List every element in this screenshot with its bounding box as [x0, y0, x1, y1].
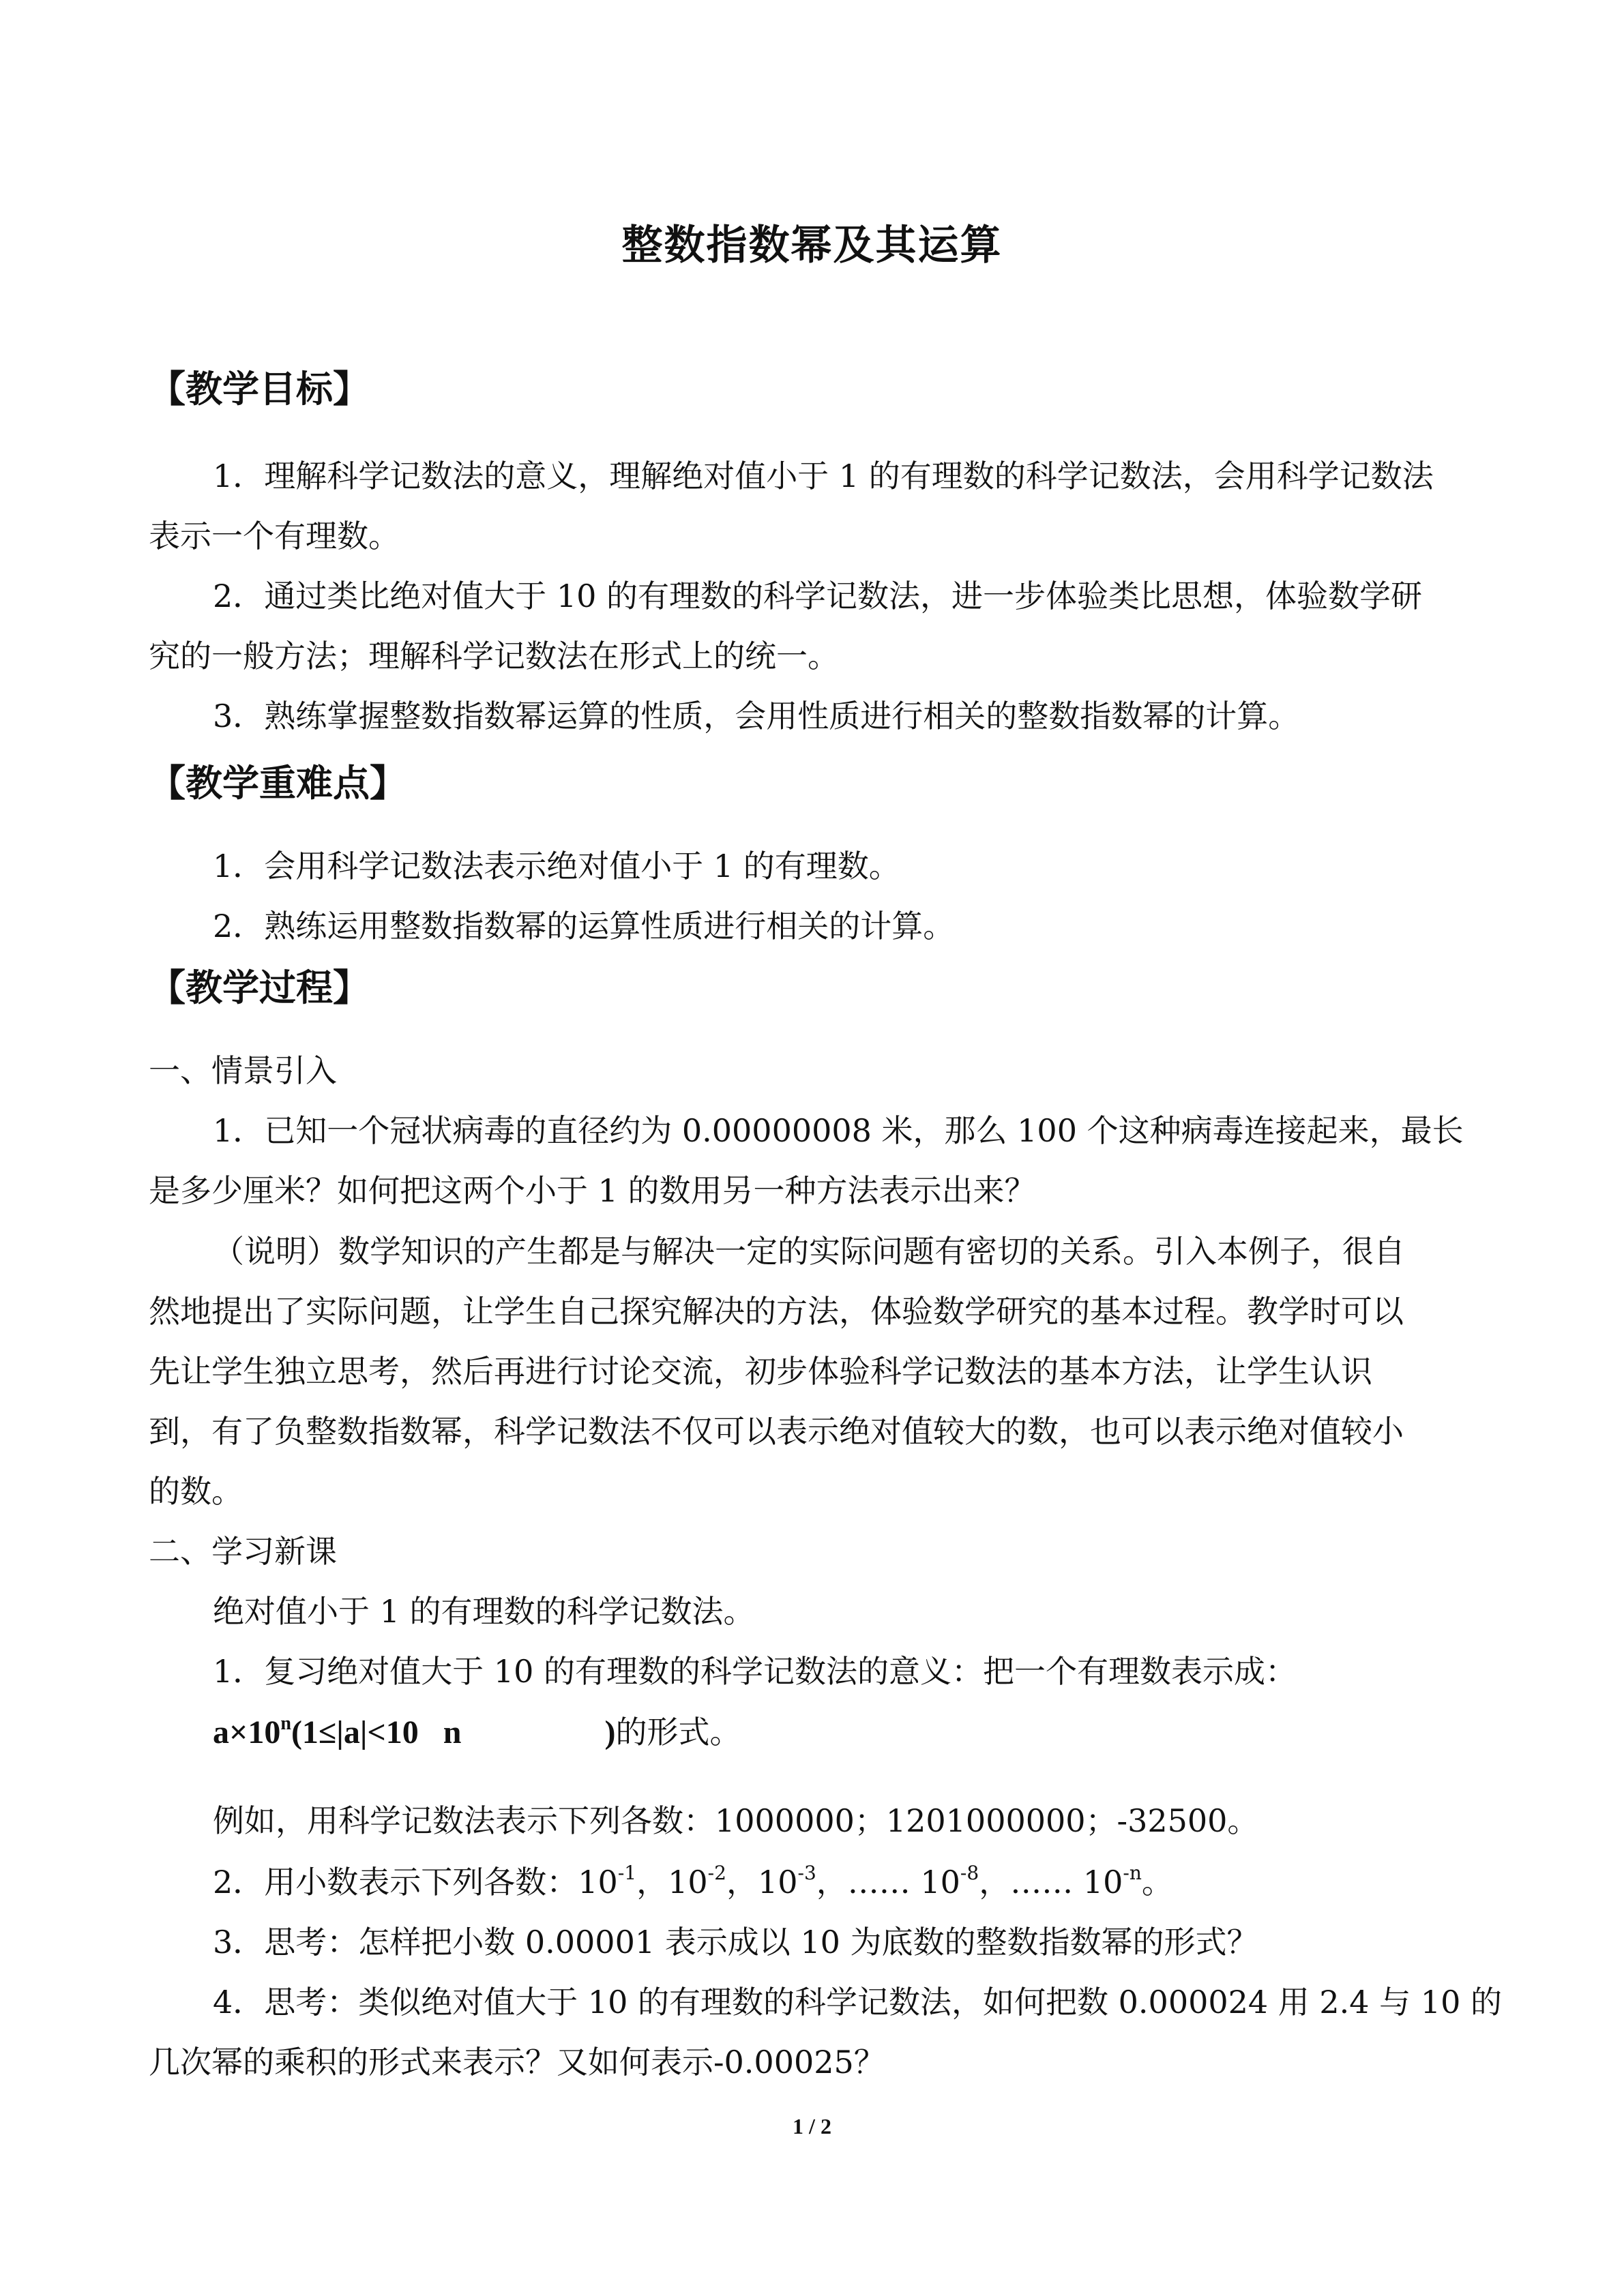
goal-3: 3．熟练掌握整数指数幂运算的性质，会用性质进行相关的整数指数幂的计算。 — [213, 698, 1300, 734]
problem-1-line-2: 是多少厘米？如何把这两个小于 1 的数用另一种方法表示出来？ — [149, 1172, 1036, 1209]
goal-2-line-2: 究的一般方法；理解科学记数法在形式上的统一。 — [149, 638, 839, 674]
item-2-prefix: 2．用小数表示下列各数： — [213, 1864, 578, 1900]
problem-1-line-1: 1．已知一个冠状病毒的直径约为 0.00000008 米，那么 100 个这种病毒连接起来，最长 — [213, 1112, 1464, 1149]
item-4-line-2: 几次幂的乘积的形式来表示？又如何表示-0.00025？ — [149, 2044, 885, 2081]
note-line-2: 然地提出了实际问题，让学生自己探究解决的方法，体验数学研究的基本过程。教学时可以 — [149, 1293, 1404, 1330]
power-exponent: -1 — [617, 1862, 637, 1884]
subsection-heading: 绝对值小于 1 的有理数的科学记数法。 — [213, 1593, 755, 1630]
keypoint-1: 1．会用科学记数法表示绝对值小于 1 的有理数。 — [213, 848, 900, 884]
goal-1-line-2: 表示一个有理数。 — [149, 518, 400, 554]
note-line-5: 的数。 — [149, 1473, 243, 1510]
power-base: ，…… 10 — [979, 1864, 1123, 1900]
note-line-4: 到，有了负整数指数幂，科学记数法不仅可以表示绝对值较大的数，也可以表示绝对值较小 — [149, 1413, 1404, 1450]
power-base: 10 — [578, 1864, 618, 1900]
section-heading-process: 【教学过程】 — [149, 966, 370, 1009]
formula-condition: (1≤|a|<10 — [291, 1714, 419, 1750]
formula-tail-text: 的形式。 — [615, 1714, 741, 1750]
power-exponent: -n — [1123, 1862, 1142, 1884]
item-4-line-1: 4．思考：类似绝对值大于 10 的有理数的科学记数法，如何把数 0.000024 用 2.4 与 10 的 — [213, 1984, 1502, 2021]
power-exponent: -2 — [707, 1862, 726, 1884]
item-2-end: 。 — [1141, 1864, 1173, 1900]
power-base: ，10 — [726, 1864, 798, 1900]
section-heading-keypoints: 【教学重难点】 — [149, 761, 407, 805]
example-line: 例如，用科学记数法表示下列各数：1000000；1201000000；-32500。 — [213, 1802, 1259, 1839]
power-base: ，10 — [636, 1864, 708, 1900]
formula-exponent: n — [280, 1713, 291, 1734]
item-3: 3．思考：怎样把小数 0.00001 表示成以 10 为底数的整数指数幂的形式？ — [213, 1924, 1258, 1960]
formula-close: ) — [604, 1714, 616, 1750]
scientific-notation-formula — [213, 1712, 615, 1753]
item-2 — [213, 1862, 1486, 1903]
goal-2-line-1: 2．通过类比绝对值大于 10 的有理数的科学记数法，进一步体验类比思想，体验数学研 — [213, 578, 1423, 614]
part-1-heading: 一、情景引入 — [149, 1052, 337, 1089]
goal-1-line-1: 1．理解科学记数法的意义，理解绝对值小于 1 的有理数的科学记数法，会用科学记数法 — [213, 458, 1434, 494]
formula-n: n — [443, 1714, 462, 1750]
note-line-3: 先让学生独立思考，然后再进行讨论交流，初步体验科学记数法的基本方法，让学生认识 — [149, 1353, 1372, 1390]
power-exponent: -8 — [960, 1862, 979, 1884]
keypoint-2: 2．熟练运用整数指数幂的运算性质进行相关的计算。 — [213, 908, 955, 944]
formula-base: a×10 — [213, 1714, 281, 1750]
section-heading-goals: 【教学目标】 — [149, 367, 370, 411]
item-1: 1．复习绝对值大于 10 的有理数的科学记数法的意义：把一个有理数表示成： — [213, 1653, 1297, 1690]
part-2-heading: 二、学习新课 — [149, 1533, 337, 1570]
power-base: ，…… 10 — [816, 1864, 960, 1900]
page-number: 1 / 2 — [793, 2114, 831, 2138]
note-line-1: （说明）数学知识的产生都是与解决一定的实际问题有密切的关系。引入本例子，很自 — [213, 1233, 1405, 1270]
document-title: 整数指数幂及其运算 — [621, 222, 1003, 269]
power-exponent: -3 — [797, 1862, 816, 1884]
formula-line — [213, 1712, 1486, 1753]
